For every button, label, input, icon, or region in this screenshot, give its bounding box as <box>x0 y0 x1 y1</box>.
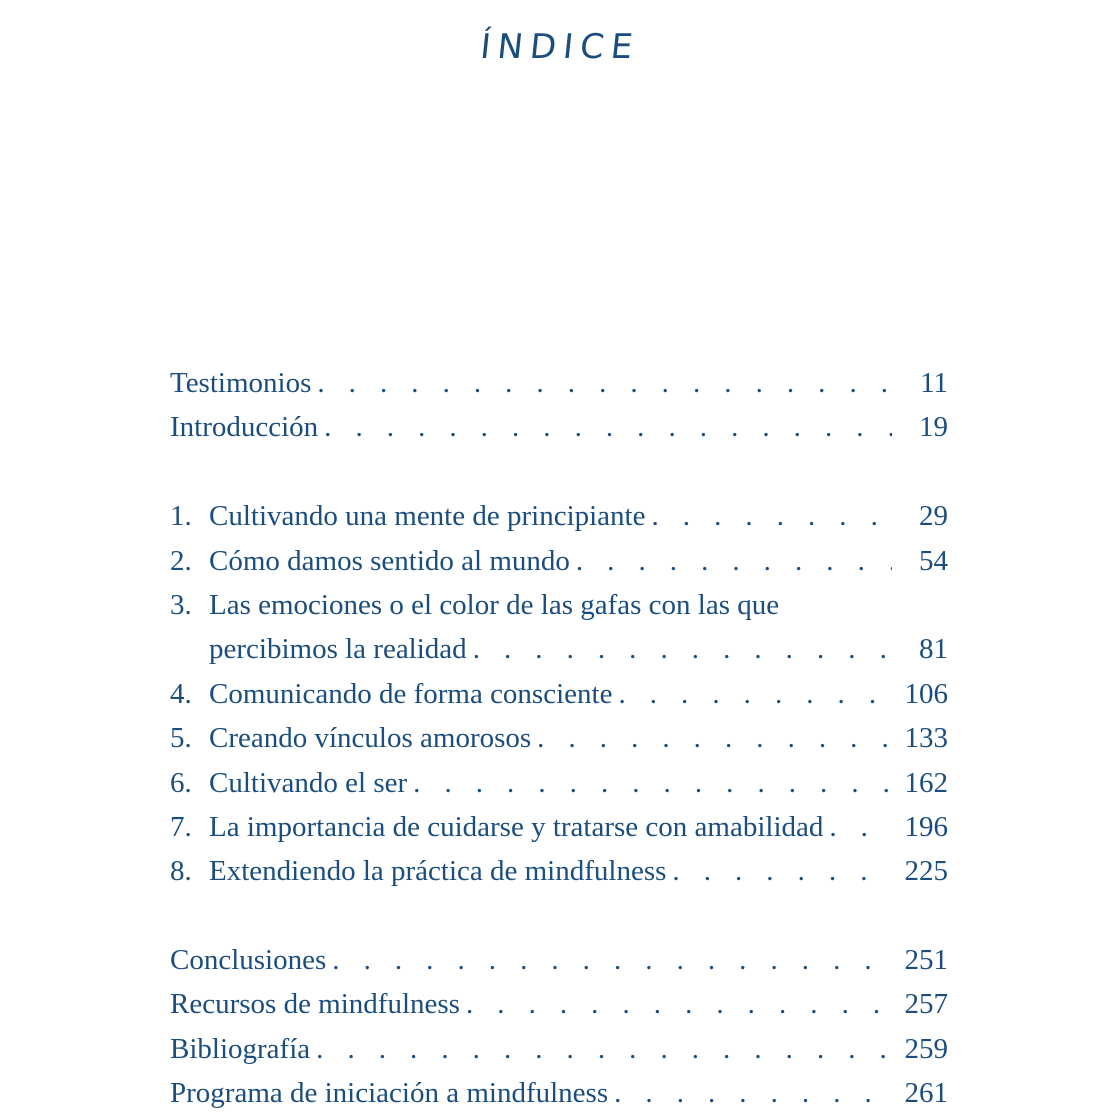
toc-entry-chapter-4[interactable] <box>170 672 948 716</box>
dot-leader <box>316 1027 892 1071</box>
toc-entry-introduccion[interactable] <box>170 405 948 449</box>
toc-entry-page: 251 <box>904 944 948 977</box>
toc-entry-title: Creando vínculos amorosos <box>209 722 532 755</box>
toc-entry-chapter-2[interactable] <box>170 539 948 583</box>
chapter-number: 5. <box>170 722 192 755</box>
toc-entry-page: 259 <box>904 1032 948 1065</box>
chapter-number: 8. <box>170 855 192 888</box>
toc-entry-testimonios[interactable] <box>170 361 948 405</box>
toc-entry-page: 225 <box>904 855 948 888</box>
toc-entry-title: Programa de iniciación a mindfulness <box>170 1077 609 1110</box>
toc-entry-bibliografia[interactable] <box>170 1027 948 1071</box>
chapter-number: 1. <box>170 500 192 533</box>
chapter-number: 6. <box>170 766 192 799</box>
toc-entry-title: Cultivando el ser <box>209 766 408 799</box>
toc-entry-conclusiones[interactable] <box>170 938 948 982</box>
dot-leader <box>332 938 892 982</box>
toc-entry-page: 133 <box>904 722 948 755</box>
toc-entry-recursos[interactable] <box>170 982 948 1026</box>
section-spacer <box>170 894 948 938</box>
toc-entry-chapter-7[interactable] <box>170 805 948 849</box>
toc-entry-page: 54 <box>919 544 948 577</box>
dot-leader <box>576 539 892 583</box>
toc-entry-title: Las emociones o el color de las gafas con las que <box>209 588 780 621</box>
chapter-number: 7. <box>170 810 192 843</box>
dot-leader <box>618 672 892 716</box>
dot-leader <box>829 805 892 849</box>
toc-entry-title: Recursos de mindfulness <box>170 988 460 1021</box>
dot-leader <box>413 761 892 805</box>
toc-entry-page: 106 <box>904 677 948 710</box>
dot-leader <box>324 405 892 449</box>
toc-entry-page: 29 <box>919 500 948 533</box>
toc-entry-title-continued: percibimos la realidad <box>209 633 467 666</box>
dot-leader <box>672 849 892 893</box>
dot-leader <box>614 1071 892 1115</box>
toc-entry-page: 19 <box>919 411 948 444</box>
toc-entry-title: Cultivando una mente de principiante <box>209 500 646 533</box>
dot-leader <box>537 716 892 760</box>
toc-entry-title: Cómo damos sentido al mundo <box>209 544 570 577</box>
toc-entry-title: La importancia de cuidarse y tratarse con amabilidad <box>209 810 824 843</box>
chapter-number: 2. <box>170 544 192 577</box>
toc-entry-title: Bibliografía <box>170 1032 311 1065</box>
toc-entry-page: 257 <box>904 988 948 1021</box>
toc-entry-chapter-5[interactable] <box>170 716 948 760</box>
toc-entry-programa[interactable] <box>170 1071 948 1115</box>
toc-entry-chapter-3[interactable] <box>170 583 948 627</box>
toc-entry-title: Conclusiones <box>170 944 327 977</box>
toc-entry-title: Introducción <box>170 411 319 444</box>
toc-entry-page: 196 <box>904 810 948 843</box>
dot-leader <box>652 494 893 538</box>
chapter-number: 4. <box>170 677 192 710</box>
toc-entry-chapter-6[interactable] <box>170 761 948 805</box>
dot-leader <box>317 361 892 405</box>
page-title: ÍNDICE <box>478 26 642 67</box>
toc-entry-chapter-8[interactable] <box>170 849 948 893</box>
toc-entry-page: 261 <box>904 1077 948 1110</box>
dot-leader <box>473 627 892 671</box>
dot-leader <box>466 982 892 1026</box>
chapter-number: 3. <box>170 588 192 621</box>
toc-entry-page: 81 <box>919 633 948 666</box>
toc-entry-chapter-1[interactable] <box>170 494 948 538</box>
section-spacer <box>170 450 948 494</box>
toc-entry-chapter-3-cont[interactable] <box>170 627 948 671</box>
table-of-contents <box>170 361 948 1116</box>
toc-entry-page: 162 <box>904 766 948 799</box>
toc-entry-title: Testimonios <box>170 367 312 399</box>
toc-entry-page: 11 <box>920 367 948 399</box>
toc-entry-title: Extendiendo la práctica de mindfulness <box>209 855 667 888</box>
toc-entry-title: Comunicando de forma consciente <box>209 677 613 710</box>
